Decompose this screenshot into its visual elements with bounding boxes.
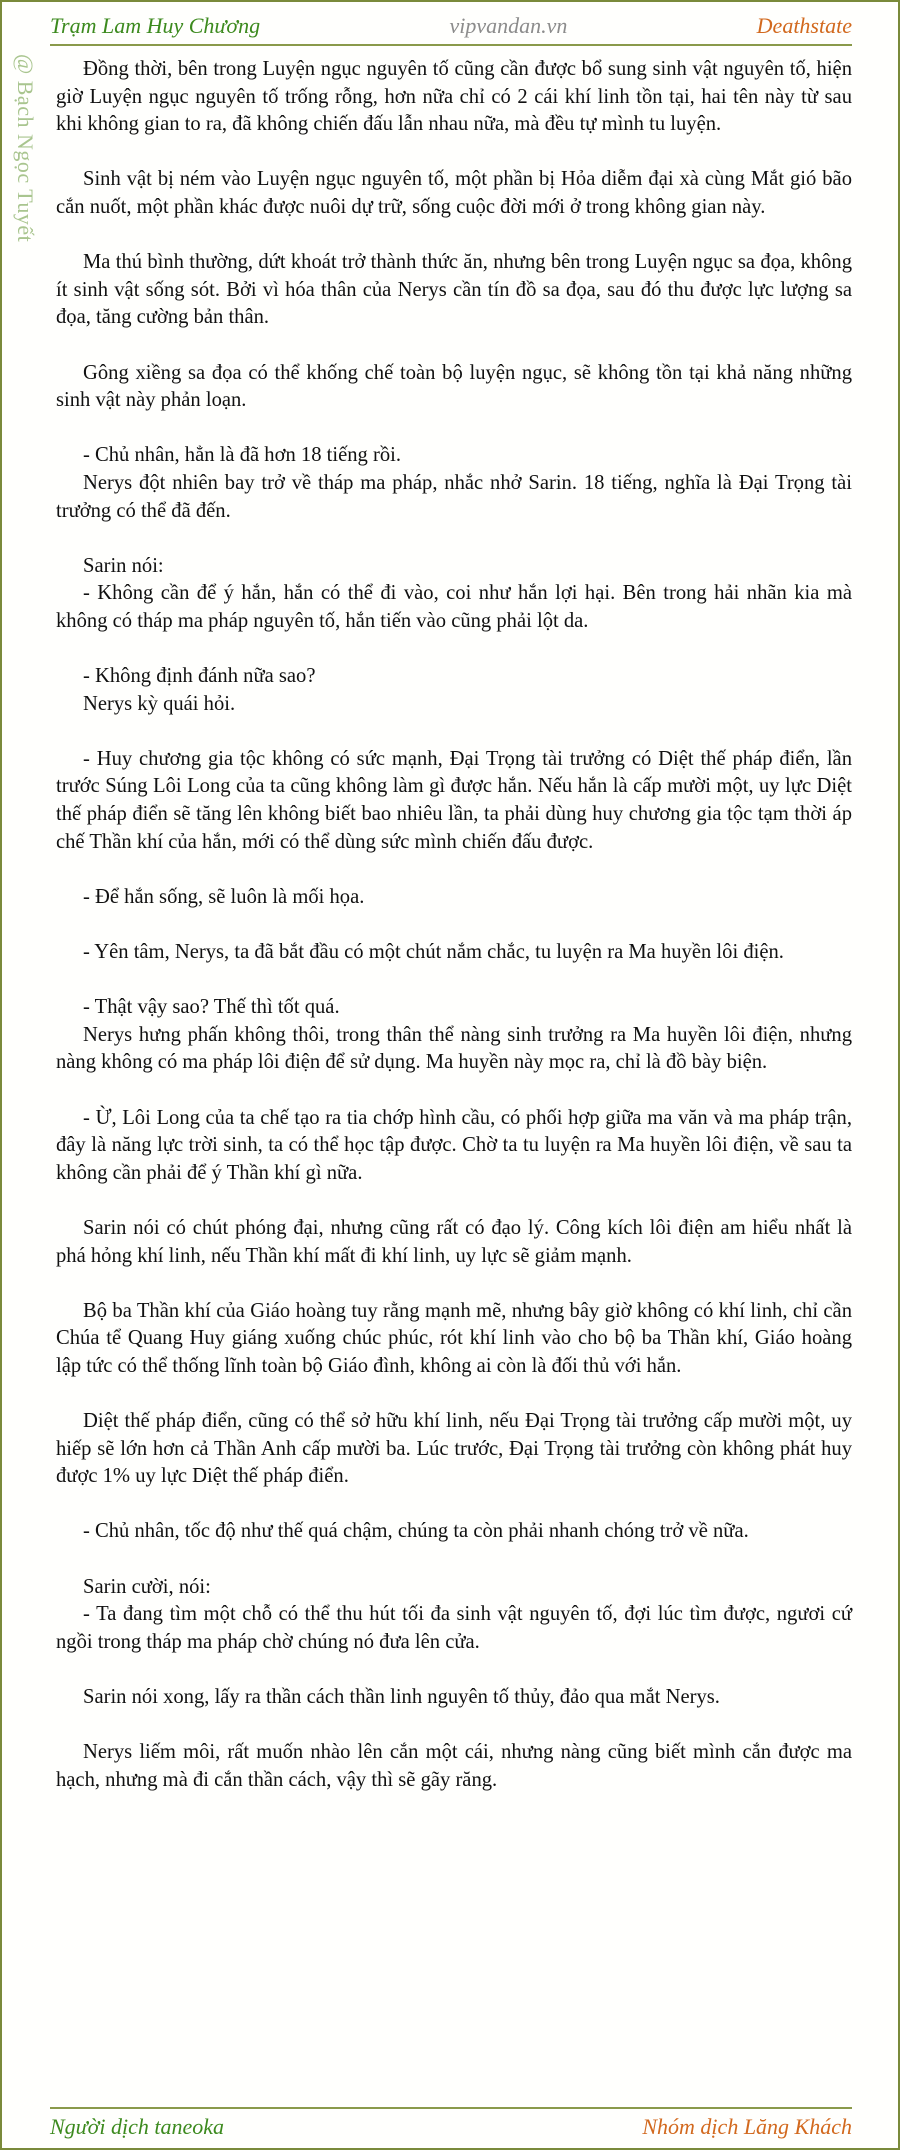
side-credit: @ Bạch Ngọc Tuyết	[13, 54, 38, 243]
paragraph: - Thật vậy sao? Thế thì tốt quá.	[83, 996, 340, 1019]
paragraph: Bộ ba Thần khí của Giáo hoàng tuy rằng mạnh mẽ, nhưng bây giờ không có khí linh, chỉ cần Chúa tể Quang Huy giáng xuống chúc phúc, rót khí linh vào cho bộ ba Thần khí, Giáo hoàng lập tức có thể thống lĩnh toàn bộ Giáo đình, không ai còn là đối thủ với hắn.	[56, 1299, 852, 1377]
paragraph: - Huy chương gia tộc không có sức mạnh, Đại Trọng tài trưởng có Diệt thế pháp điển, lần trước Súng Lôi Long của ta cũng không làm gì được hắn. Nếu hắn là cấp mười một, uy lực Diệt thế pháp điển sẽ tăng lên không biết bao nhiêu lần, ta phải dùng huy chương gia tộc tạm thời áp chế Thần khí của hắn, mới có thể dùng sức mình chiến đấu được.	[56, 747, 852, 853]
header-site-name: Trạm Lam Huy Chương	[50, 13, 261, 38]
header-author: Deathstate	[756, 13, 852, 38]
paragraph: Sinh vật bị ném vào Luyện ngục nguyên tố, một phần bị Hỏa diễm đại xà cùng Mắt gió bão cắn nuốt, một phần khác được nuôi dự trữ, sống cuộc đời mới ở trong không gian này.	[56, 168, 852, 218]
paragraph: - Không định đánh nữa sao?	[83, 665, 316, 688]
footer-translator: Người dịch taneoka	[50, 2114, 225, 2139]
footer-group: Nhóm dịch Lăng Khách	[642, 2114, 852, 2139]
paragraph: - Ta đang tìm một chỗ có thể thu hút tối đa sinh vật nguyên tố, đợi lúc tìm được, ngươi cứ ngồi trong tháp ma pháp chờ chúng nó đưa lên cửa.	[56, 1603, 852, 1653]
paragraph: - Chủ nhân, tốc độ như thế quá chậm, chúng ta còn phải nhanh chóng trở về nữa.	[83, 1520, 749, 1543]
page-header	[50, 8, 852, 46]
paragraph: Nerys liếm môi, rất muốn nhào lên cắn một cái, nhưng nàng cũng biết mình cắn được ma hạch, nhưng mà đi cắn thần cách, vậy thì sẽ gãy răng.	[56, 1741, 852, 1791]
paragraph: Ma thú bình thường, dứt khoát trở thành thức ăn, nhưng bên trong Luyện ngục sa đọa, không ít sinh vật sống sót. Bởi vì hóa thân của Nerys cần tín đồ sa đọa, sau đó thu được lực lượng sa đọa, tăng cường bản thân.	[56, 251, 852, 329]
paragraph: Nerys hưng phấn không thôi, trong thân thể nàng sinh trưởng ra Ma huyền lôi điện, nhưng nàng không có ma pháp lôi điện để sử dụng. Ma huyền này mọc ra, chỉ là đồ bày biện.	[56, 1023, 852, 1074]
paragraph: Sarin nói có chút phóng đại, nhưng cũng rất có đạo lý. Công kích lôi điện am hiểu nhất là phá hỏng khí linh, nếu Thần khí mất đi khí linh, uy lực sẽ giảm mạnh.	[56, 1216, 852, 1267]
page-footer	[50, 2107, 852, 2145]
paragraph: Sarin nói:	[83, 554, 164, 577]
paragraph: - Yên tâm, Nerys, ta đã bắt đầu có một chút nắm chắc, tu luyện ra Ma huyền lôi điện.	[83, 941, 784, 963]
paragraph: Đồng thời, bên trong Luyện ngục nguyên tố cũng cần được bổ sung sinh vật nguyên tố, hiện giờ Luyện ngục nguyên tố trống rỗng, hơn nữa chỉ có 2 cái khí linh tồn tại, hai tên này từ sau khi không gian to ra, đã không chiến đấu lẫn nhau nữa, mà đều tự mình tu luyện.	[56, 58, 852, 136]
paragraph: Sarin cười, nói:	[83, 1575, 211, 1598]
paragraph: Nerys đột nhiên bay trở về tháp ma pháp, nhắc nhở Sarin. 18 tiếng, nghĩa là Đại Trọng tài trưởng có thể đã đến.	[56, 471, 852, 522]
paragraph: - Không cần để ý hắn, hắn có thể đi vào, coi như hắn lợi hại. Bên trong hải nhãn kia mà không có tháp ma pháp nguyên tố, hắn tiến vào cũng phải lột da.	[56, 582, 852, 632]
chapter-text	[56, 56, 852, 1822]
paragraph: Gông xiềng sa đọa có thể khống chế toàn bộ luyện ngục, sẽ không tồn tại khả năng những sinh vật này phản loạn.	[56, 361, 852, 412]
header-website[interactable]: vipvandan.vn	[449, 13, 568, 38]
paragraph: Nerys kỳ quái hỏi.	[83, 692, 236, 715]
paragraph: Sarin nói xong, lấy ra thần cách thần linh nguyên tố thủy, đảo qua mắt Nerys.	[83, 1686, 720, 1709]
paragraph: Diệt thế pháp điển, cũng có thể sở hữu khí linh, nếu Đại Trọng tài trưởng cấp mười một, uy hiếp sẽ lớn hơn cả Thần Anh cấp mười ba. Lúc trước, Đại Trọng tài trưởng còn không phát huy được 1% uy lực Diệt thế pháp điển.	[56, 1410, 852, 1488]
paragraph: - Ừ, Lôi Long của ta chế tạo ra tia chớp hình cầu, có phối hợp giữa ma văn và ma pháp trận, đây là năng lực trời sinh, ta có thể học tập được. Chờ ta tu luyện ra Ma huyền lôi điện, về sau ta không cần phải để ý Thần khí gì nữa.	[56, 1106, 852, 1184]
paragraph: - Để hắn sống, sẽ luôn là mối họa.	[83, 885, 365, 908]
paragraph: - Chủ nhân, hẳn là đã hơn 18 tiếng rồi.	[83, 444, 402, 467]
